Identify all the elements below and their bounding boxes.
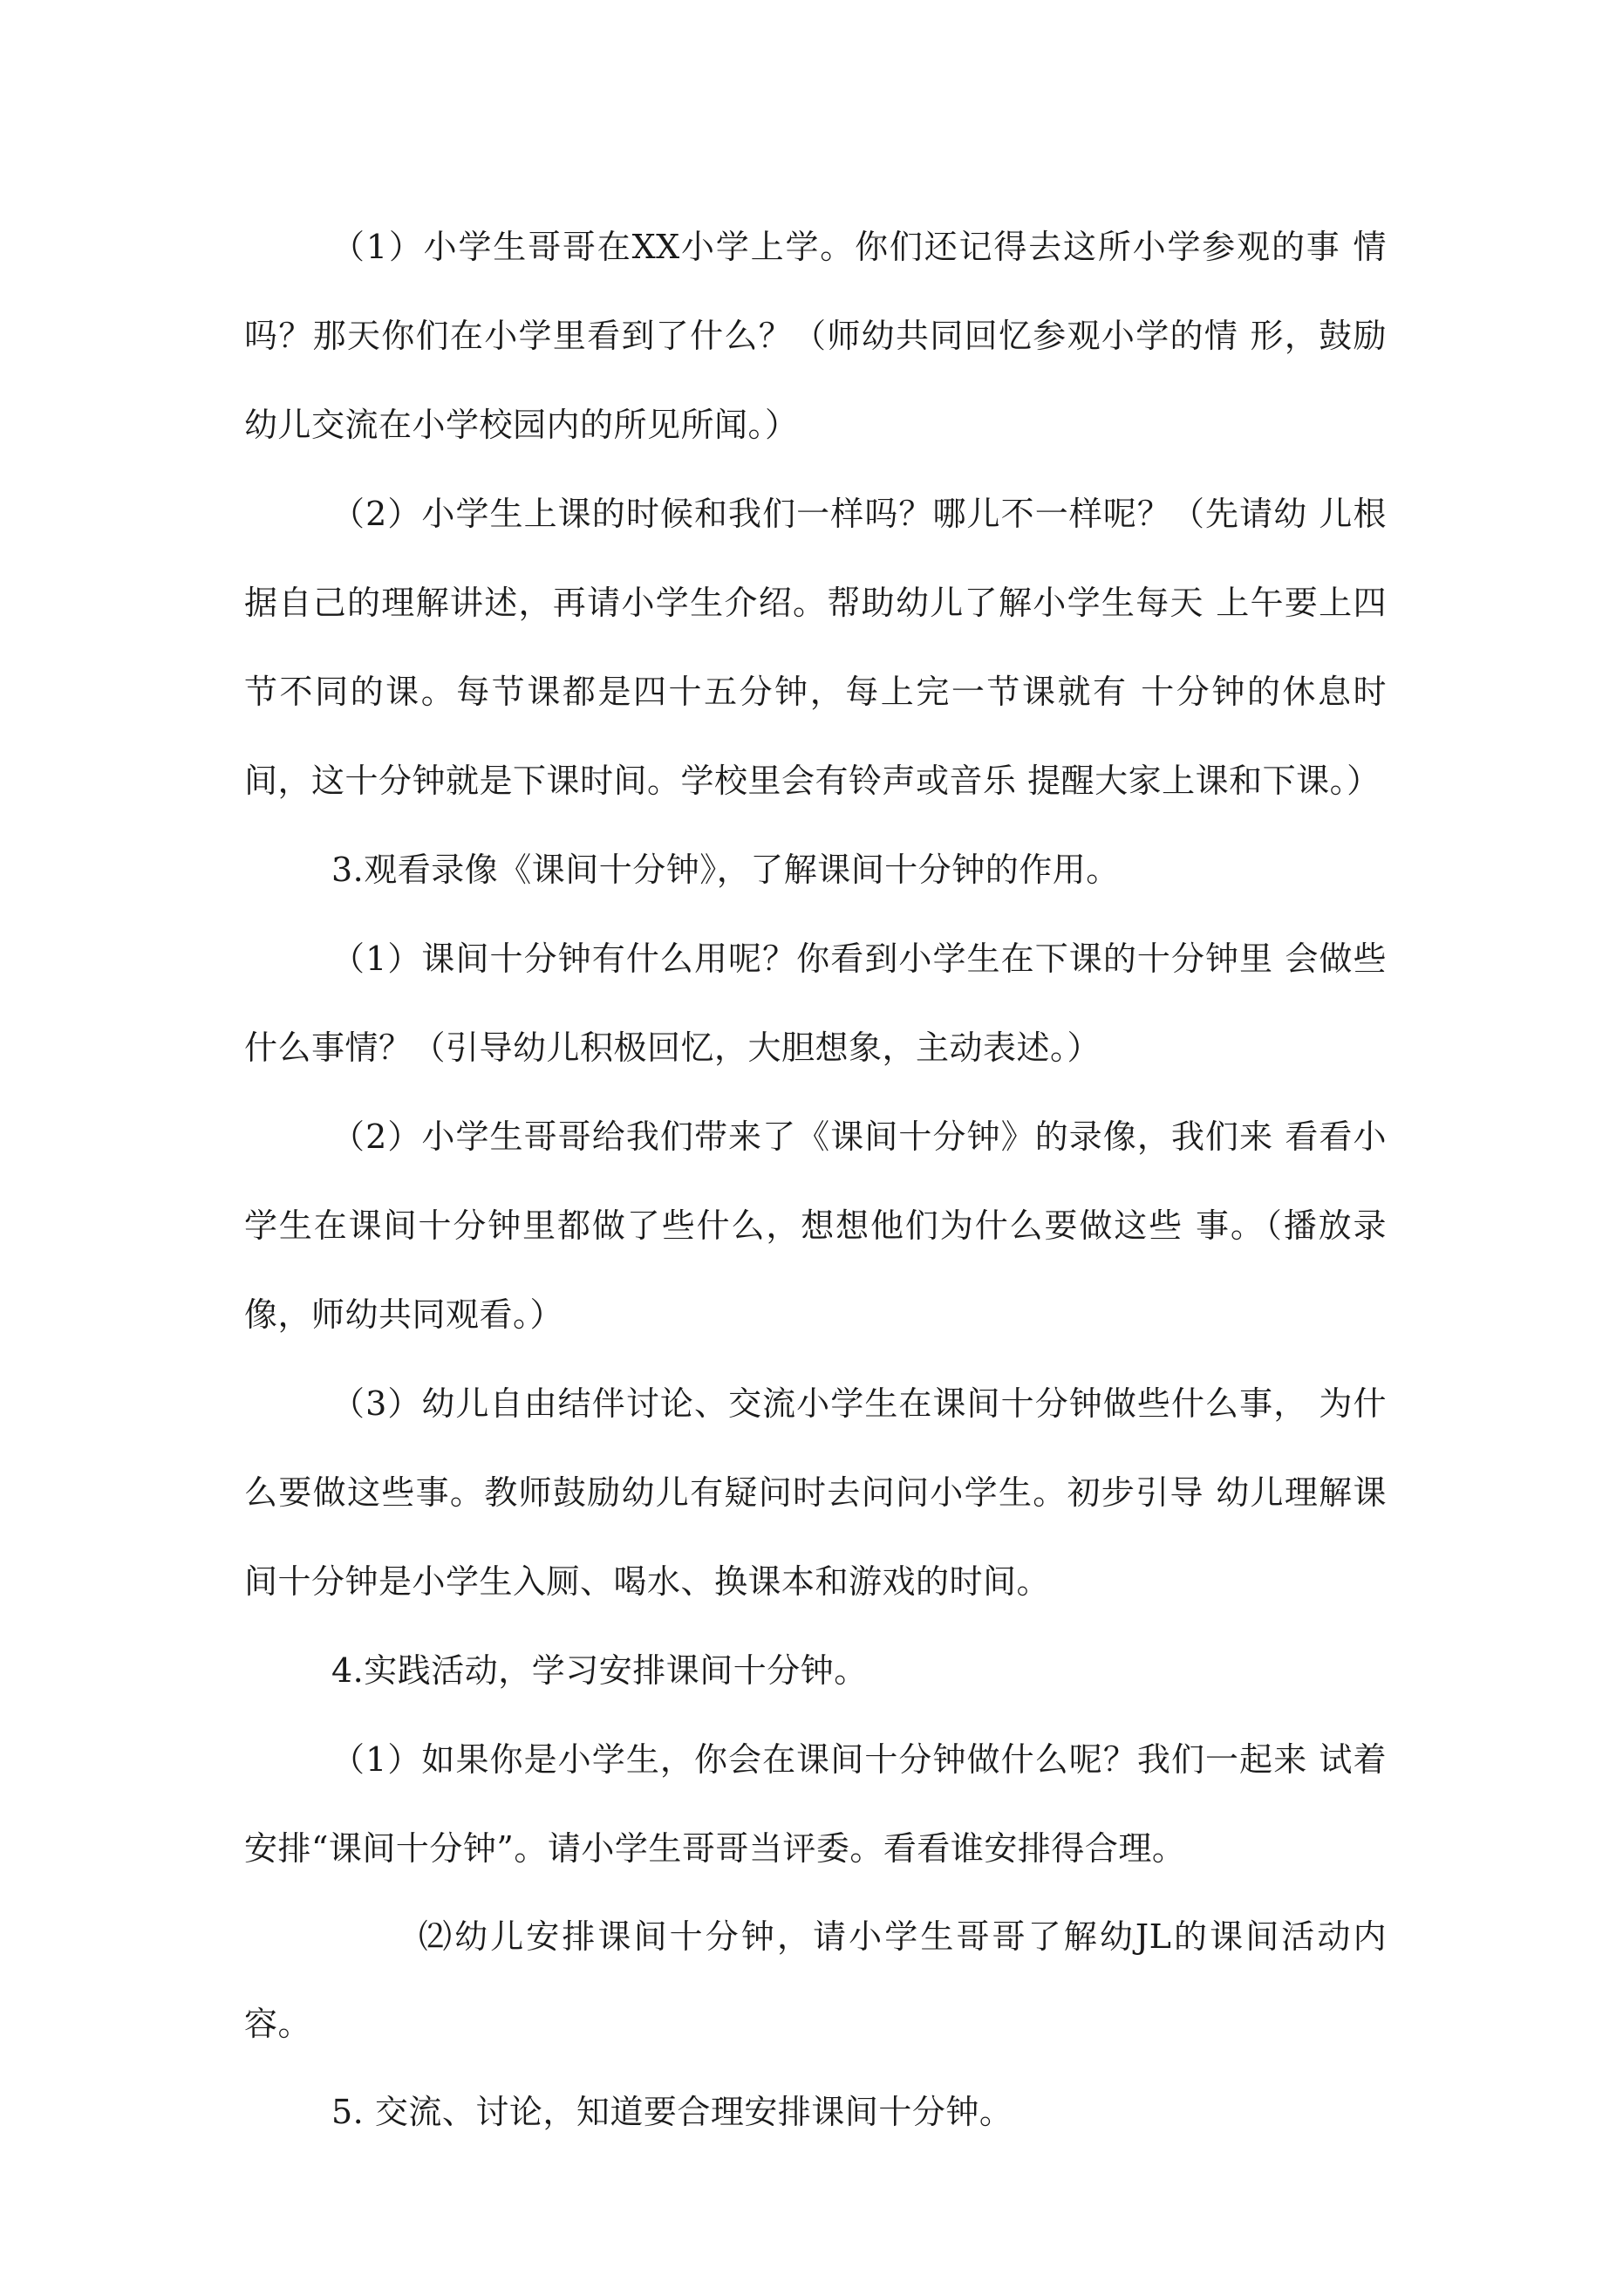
section-heading-3: 3.观看录像《课间十分钟》，了解课间十分钟的作用。 bbox=[331, 851, 1120, 889]
section-heading-5: 5. 交流、讨论，知道要合理安排课间十分钟。 bbox=[331, 2093, 1013, 2131]
paragraph-2: （2）小学生上课的时候和我们一样吗？哪儿不一样呢？（先请幼 儿根据自己的理解讲述，再请小学生介绍。帮助幼儿了解小学生每天 上午要上四节不同的课。每节课都是四十五分钟，每上完一节课就有 十分钟的休息时间，这十分钟就是下课时间。学校里会有铃声或音乐 提醒大家上课和下课。） bbox=[244, 495, 1387, 800]
paragraph-5: （2）小学生哥哥给我们带来了《课间十分钟》的录像，我们来 看看小学生在课间十分钟里都做了些什么，想想他们为什么要做这些 事。（播放录像，师幼共同观看。） bbox=[244, 1117, 1387, 1334]
paragraph-9: ⑵幼儿安排课间十分钟，请小学生哥哥了解幼JL的课间活动内容。 bbox=[244, 1917, 1387, 2043]
paragraph-1: （1）小学生哥哥在XX小学上学。你们还记得去这所小学参观的事 情吗？那天你们在小学里看到了什么？（师幼共同回忆参观小学的情 形，鼓励幼儿交流在小学校园内的所见所闻。） bbox=[244, 228, 1387, 444]
paragraph-8: （1）如果你是小学生，你会在课间十分钟做什么呢？我们一起来 试着安排“课间十分钟”。请小学生哥哥当评委。看看谁安排得合理。 bbox=[244, 1740, 1387, 1868]
paragraph-6: （3）幼儿自由结伴讨论、交流小学生在课间十分钟做些什么事， 为什么要做这些事。教师鼓励幼儿有疑问时去问问小学生。初步引导 幼儿理解课间十分钟是小学生入厕、喝水、换课本和游戏的时间。 bbox=[244, 1384, 1387, 1601]
section-heading-4: 4.实践活动，学习安排课间十分钟。 bbox=[331, 1651, 868, 1690]
document-body bbox=[244, 202, 1387, 2156]
paragraph-4: （1）课间十分钟有什么用呢？你看到小学生在下课的十分钟里 会做些什么事情？（引导幼儿积极回忆，大胆想象，主动表述。） bbox=[244, 940, 1387, 1067]
